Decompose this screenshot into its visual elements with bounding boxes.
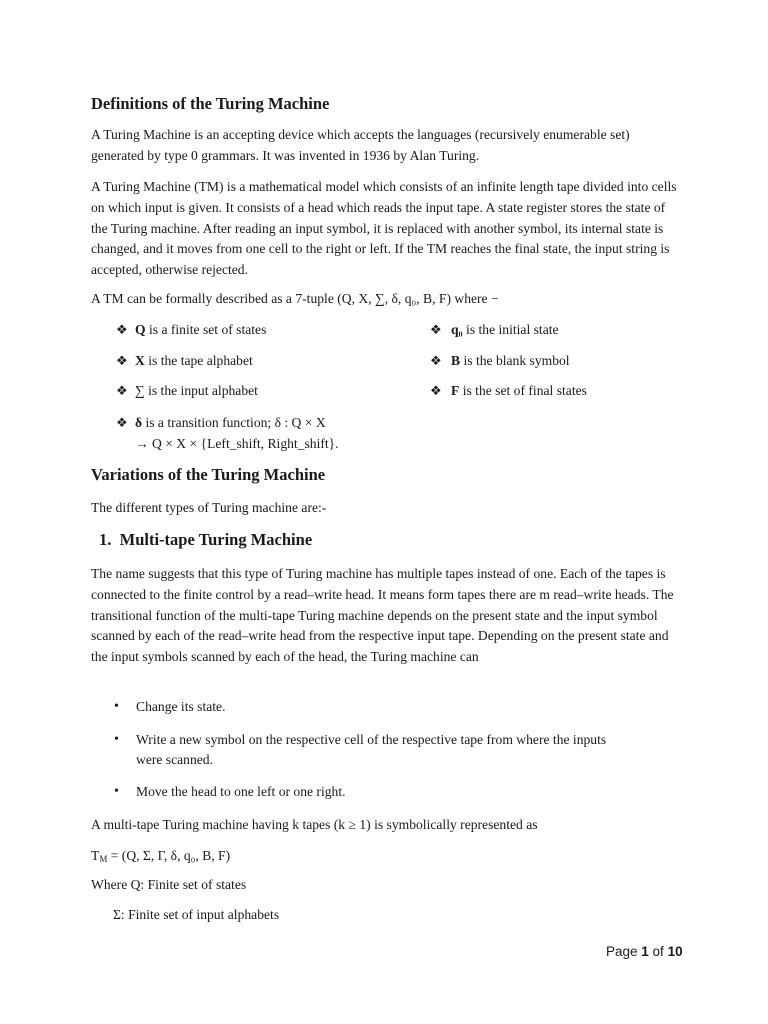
tuple-item-delta-cont: → Q × X × {Left_shift, Right_shift}.	[135, 436, 339, 451]
bullet-item-1: Change its state.	[136, 699, 226, 714]
diamond-bullet-icon: ❖	[116, 415, 128, 430]
paragraph-tm-model: A Turing Machine (TM) is a mathematical model which consists of an infinite length tape divided into cells on which input is given. It consists of a head which reads the input tape. A state register stores the state of the Turing machine. After reading an input symbol, it is replaced with another symbol, its internal state is changed, and it moves from one cell to the right or left. If the TM reaches the final state, the input string is accepted, otherwise rejected.	[91, 179, 677, 278]
diamond-bullet-icon: ❖	[116, 322, 128, 337]
tuple-item-b: B is the blank symbol	[451, 353, 570, 368]
heading-variations: Variations of the Turing Machine	[91, 465, 326, 484]
diamond-bullet-icon: ❖	[430, 322, 442, 337]
tuple-definition-line: A TM can be formally described as a 7-tuple (Q, X, ∑, δ, q₀, B, F) where −	[91, 291, 499, 306]
bullet-dot-icon: •	[114, 784, 119, 799]
where-q-line: Where Q: Finite set of states	[91, 877, 247, 892]
types-intro-line: The different types of Turing machine are:-	[91, 500, 327, 515]
heading-definitions: Definitions of the Turing Machine	[91, 94, 330, 113]
bullet-item-3: Move the head to one left or one right.	[136, 784, 346, 799]
tuple-item-delta: δ is a transition function; δ : Q × X	[135, 415, 326, 430]
bullet-item-2-cont: were scanned.	[136, 752, 213, 767]
diamond-bullet-icon: ❖	[116, 353, 128, 368]
paragraph-intro: A Turing Machine is an accepting device which accepts the languages (recursively enumerable set) generated by type 0 grammars. It was invented in 1936 by Alan Turing.	[91, 127, 630, 163]
tuple-item-q: Q is a finite set of states	[135, 322, 267, 337]
diamond-bullet-icon: ❖	[430, 353, 442, 368]
tuple-item-q0: q₀ is the initial state	[451, 322, 559, 337]
tuple-item-f: F is the set of final states	[451, 383, 587, 398]
page-number-footer: Page 1 of 10	[606, 944, 683, 959]
multitape-representation-line: A multi-tape Turing machine having k tapes (k ≥ 1) is symbolically represented as	[91, 817, 538, 832]
diamond-bullet-icon: ❖	[116, 383, 128, 398]
bullet-dot-icon: •	[114, 732, 119, 747]
tm-tuple-formula: $T_M = (Q$, Σ, Γ, δ, q₀, B, F)	[91, 848, 231, 864]
tuple-item-sigma: ∑ is the input alphabet	[135, 383, 258, 398]
diamond-bullet-icon: ❖	[430, 383, 442, 398]
bullet-dot-icon: •	[114, 699, 119, 714]
tuple-item-x: X is the tape alphabet	[135, 353, 253, 368]
sigma-definition-line: Σ: Finite set of input alphabets	[113, 907, 280, 922]
subheading-multitape: 1. Multi-tape Turing Machine	[99, 530, 313, 549]
bullet-item-2: Write a new symbol on the respective cell of the respective tape from where the inputs	[136, 732, 607, 747]
paragraph-multitape: The name suggests that this type of Turing machine has multiple tapes instead of one. Each of the tapes is connected to the finite control by a read–write head. It means form tapes there are m read–write heads. The transitional function of the multi-tape Turing machine depends on the present state and the input symbol scanned by each of the read–write head from the respective input tape. Depending on the present state and the input symbols scanned by each of the head, the Turing machine can	[91, 566, 674, 665]
